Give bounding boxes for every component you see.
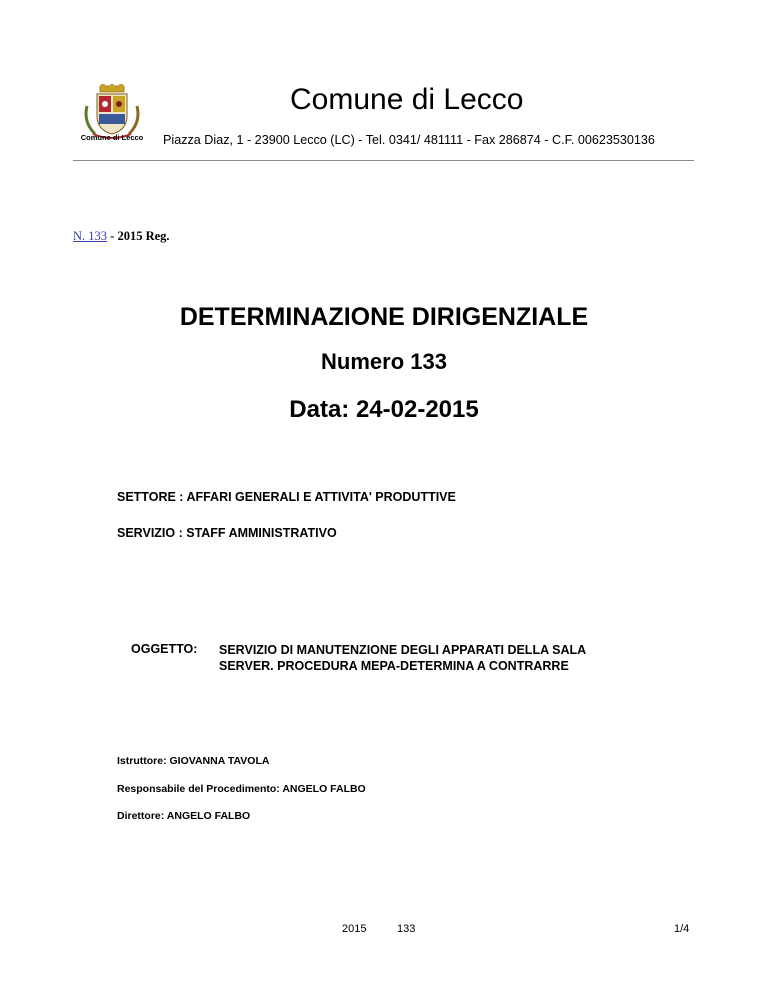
istruttore-line: Istruttore: GIOVANNA TAVOLA bbox=[117, 755, 270, 767]
settore-line: SETTORE : AFFARI GENERALI E ATTIVITA' PRODUTTIVE bbox=[117, 490, 456, 504]
document-date: Data: 24-02-2015 bbox=[289, 396, 479, 423]
direttore-line: Direttore: ANGELO FALBO bbox=[117, 810, 251, 822]
registry-number-link[interactable]: N. 133 bbox=[73, 229, 108, 243]
organization-address: Piazza Diaz, 1 - 23900 Lecco (LC) - Tel. 0341/ 481111 - Fax 286874 - C.F. 00623530136 bbox=[163, 133, 655, 147]
header-divider bbox=[73, 160, 694, 161]
oggetto-text bbox=[219, 642, 586, 674]
page-indicator: 1/4 bbox=[674, 923, 690, 935]
document-title: DETERMINAZIONE DIRIGENZIALE bbox=[179, 303, 589, 331]
organization-name: Comune di Lecco bbox=[290, 83, 524, 116]
oggetto-label: OGGETTO: bbox=[131, 642, 198, 656]
oggetto-line-1: SERVIZIO DI MANUTENZIONE DEGLI APPARATI DELLA SALA bbox=[219, 643, 587, 657]
registry-suffix: - 2015 Reg. bbox=[107, 229, 170, 243]
logo-caption: Comune di Lecco bbox=[80, 133, 144, 142]
footer-number: 133 bbox=[397, 923, 416, 935]
footer-year: 2015 bbox=[342, 923, 367, 935]
servizio-line: SERVIZIO : STAFF AMMINISTRATIVO bbox=[117, 526, 337, 540]
responsabile-line: Responsabile del Procedimento: ANGELO FALBO bbox=[117, 783, 366, 795]
oggetto-line-2: SERVER. PROCEDURA MEPA-DETERMINA A CONTRARRE bbox=[219, 659, 569, 673]
registry-line bbox=[73, 229, 170, 244]
document-number: Numero 133 bbox=[321, 349, 447, 374]
